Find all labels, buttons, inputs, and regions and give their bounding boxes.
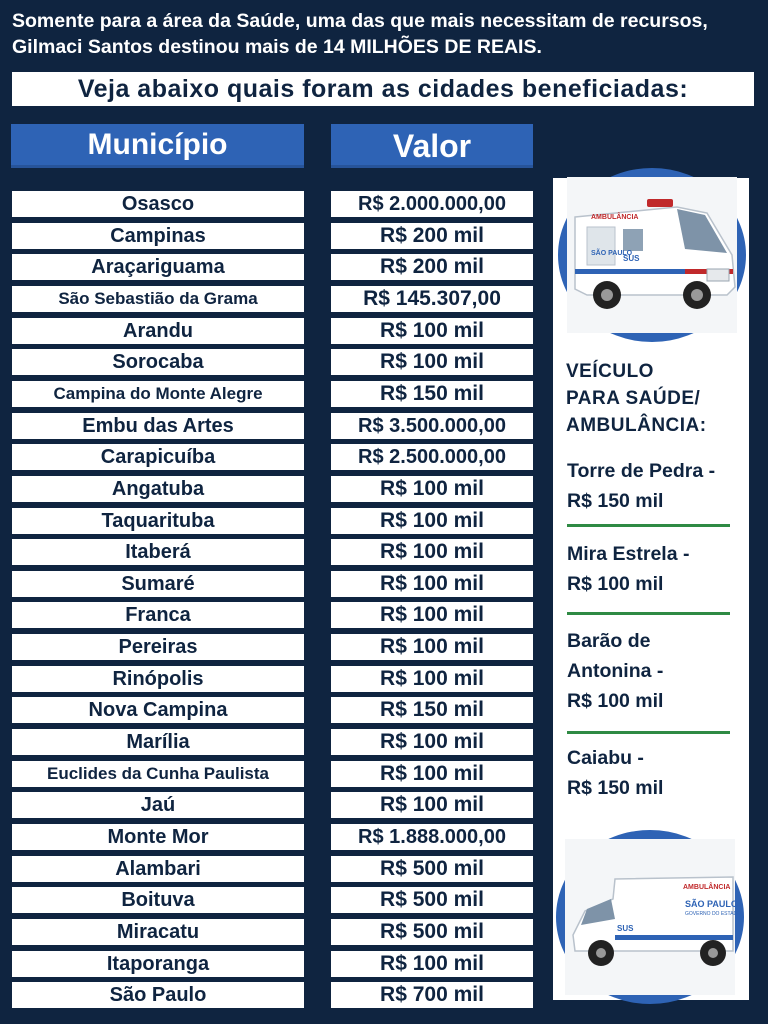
row-municipio: Jaú <box>12 792 304 818</box>
row-municipio: Nova Campina <box>12 697 304 723</box>
ambulance-bottom-label: AMBULÂNCIA <box>683 884 731 891</box>
ambulance-bottom-sus: SUS <box>617 924 634 933</box>
row-valor: R$ 100 mil <box>331 951 533 977</box>
vehicle-item-value: R$ 150 mil <box>567 777 664 799</box>
header-municipio: Município <box>11 124 304 168</box>
intro-text: Somente para a área da Saúde, uma das que mais necessitam de recursos, Gilmaci Santos destinou mais de 14 MILHÕES DE REAIS. <box>12 10 708 58</box>
ambulance-bottom-sub: GOVERNO DO ESTADO <box>685 911 742 917</box>
vehicle-item-value: R$ 150 mil <box>567 490 664 512</box>
ambulance-top-sus: SUS <box>623 254 640 263</box>
row-valor: R$ 150 mil <box>331 381 533 407</box>
vehicle-item-city: Barão de <box>567 630 651 652</box>
row-municipio: São Sebastião da Grama <box>12 286 304 312</box>
row-municipio: Arandu <box>12 318 304 344</box>
vehicle-title <box>566 358 746 439</box>
row-municipio: Sorocaba <box>12 349 304 375</box>
ambulance-bottom-image <box>556 830 744 1004</box>
row-municipio: Araçariguama <box>12 254 304 280</box>
row-municipio: Pereiras <box>12 634 304 660</box>
row-valor: R$ 1.888.000,00 <box>331 824 533 850</box>
subtitle-banner: Veja abaixo quais foram as cidades beneficiadas: <box>12 72 754 106</box>
row-municipio: Itaberá <box>12 539 304 565</box>
row-valor: R$ 2.000.000,00 <box>331 191 533 217</box>
ambulance-top-icon <box>567 177 737 333</box>
header-valor: Valor <box>331 124 533 168</box>
row-municipio: Osasco <box>12 191 304 217</box>
row-valor: R$ 100 mil <box>331 602 533 628</box>
row-municipio: Itaporanga <box>12 951 304 977</box>
ambulance-top-label: AMBULÂNCIA <box>591 214 639 221</box>
vehicle-item-city: Mira Estrela - <box>567 543 690 565</box>
row-valor: R$ 100 mil <box>331 349 533 375</box>
ambulance-top-brand: SÃO PAULO <box>591 250 633 257</box>
row-municipio: Monte Mor <box>12 824 304 850</box>
row-valor: R$ 200 mil <box>331 223 533 249</box>
row-valor: R$ 100 mil <box>331 318 533 344</box>
row-valor: R$ 3.500.000,00 <box>331 413 533 439</box>
row-municipio: Sumaré <box>12 571 304 597</box>
divider <box>567 524 730 527</box>
row-municipio: Embu das Artes <box>12 413 304 439</box>
row-municipio: Boituva <box>12 887 304 913</box>
row-municipio: Marília <box>12 729 304 755</box>
row-municipio: Taquarituba <box>12 508 304 534</box>
row-valor: R$ 100 mil <box>331 761 533 787</box>
row-valor: R$ 200 mil <box>331 254 533 280</box>
row-valor: R$ 150 mil <box>331 697 533 723</box>
row-municipio: Rinópolis <box>12 666 304 692</box>
row-municipio: Franca <box>12 602 304 628</box>
row-valor: R$ 100 mil <box>331 634 533 660</box>
row-municipio: Euclides da Cunha Paulista <box>12 761 304 787</box>
vehicle-item-value: R$ 100 mil <box>567 690 664 712</box>
vehicle-item-value: R$ 100 mil <box>567 573 664 595</box>
vehicle-title-line1: VEÍCULO <box>566 361 654 382</box>
ambulance-bottom-icon <box>565 839 742 995</box>
row-municipio: Alambari <box>12 856 304 882</box>
row-valor: R$ 500 mil <box>331 887 533 913</box>
vehicle-item-caiabu <box>567 743 742 803</box>
row-municipio: Campina do Monte Alegre <box>12 381 304 407</box>
row-valor: R$ 145.307,00 <box>331 286 533 312</box>
vehicle-item-city: Caiabu - <box>567 747 644 769</box>
row-valor: R$ 100 mil <box>331 539 533 565</box>
row-valor: R$ 700 mil <box>331 982 533 1008</box>
divider <box>567 731 730 734</box>
row-municipio: Angatuba <box>12 476 304 502</box>
row-municipio: Carapicuíba <box>12 444 304 470</box>
row-municipio: Campinas <box>12 223 304 249</box>
row-valor: R$ 500 mil <box>331 856 533 882</box>
vehicle-title-line3: AMBULÂNCIA: <box>566 415 707 436</box>
vehicle-item-barao-de-antonina <box>567 626 742 716</box>
row-valor: R$ 100 mil <box>331 508 533 534</box>
ambulance-top-image <box>558 168 746 342</box>
row-valor: R$ 2.500.000,00 <box>331 444 533 470</box>
vehicle-item-mira-estrela <box>567 539 742 599</box>
divider <box>567 612 730 615</box>
ambulance-bottom-brand: SÃO PAULO <box>685 899 738 909</box>
row-municipio: Miracatu <box>12 919 304 945</box>
vehicle-item-city-cont: Antonina - <box>567 660 664 682</box>
vehicle-item-city: Torre de Pedra - <box>567 460 716 482</box>
row-valor: R$ 100 mil <box>331 571 533 597</box>
row-valor: R$ 100 mil <box>331 792 533 818</box>
vehicle-item-torre-de-pedra <box>567 456 742 516</box>
row-valor: R$ 100 mil <box>331 666 533 692</box>
row-valor: R$ 500 mil <box>331 919 533 945</box>
vehicle-title-line2: PARA SAÚDE/ <box>566 388 701 409</box>
row-valor: R$ 100 mil <box>331 476 533 502</box>
row-municipio: São Paulo <box>12 982 304 1008</box>
row-valor: R$ 100 mil <box>331 729 533 755</box>
